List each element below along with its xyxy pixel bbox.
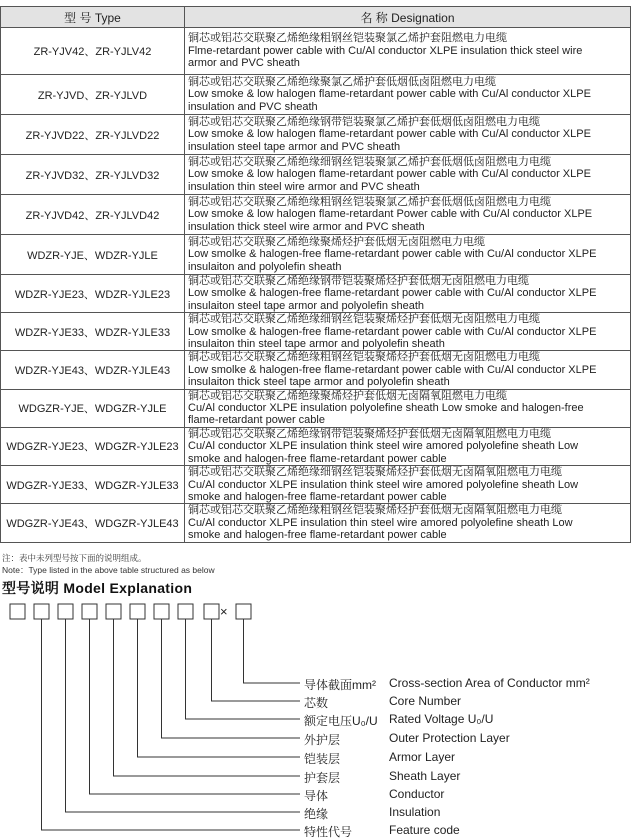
leader-line: [90, 619, 301, 794]
designation-cell: [185, 28, 631, 75]
table-row: [1, 28, 631, 75]
table-row: [1, 235, 631, 275]
designation-line: insulation and PVC sheath: [188, 100, 318, 113]
explanation-label-en: Rated Voltage U₀/U: [389, 712, 494, 726]
designation-line: smoke and halogen-free flame-retardant power cable: [188, 529, 447, 542]
code-box-10: [236, 604, 251, 619]
designation-line: 铜芯或铝芯交联聚乙烯绝缘钢带铠装聚烯烃护套低烟无卤阻燃电力电缆: [188, 275, 529, 287]
table-row: [1, 427, 631, 465]
explanation-label-en: Sheath Layer: [389, 769, 461, 783]
designation-cell: [185, 115, 631, 155]
leader-line: [42, 619, 301, 830]
type-column-header: 型 号 Type: [1, 7, 185, 28]
table-header-row: [1, 7, 631, 28]
designation-line: Low smoke & low halogen flame-retardant power cable with Cu/Al conductor XLPE: [188, 88, 591, 101]
cable-type-cell: WDZR-YJE33、WDZR-YJLE33: [1, 313, 185, 351]
code-box-7: [154, 604, 169, 619]
designation-line: armor and PVC sheath: [188, 57, 300, 70]
leader-line: [162, 619, 301, 738]
designation-line: 铜芯或铝芯交联聚乙烯绝缘粗钢丝铠装聚氯乙烯护套低烟低卤阻燃电力电缆: [188, 195, 551, 208]
designation-cell: [185, 313, 631, 351]
table-row: [1, 389, 631, 427]
table-row: [1, 504, 631, 542]
designation-cell: [185, 351, 631, 389]
explanation-label-en: Outer Protection Layer: [389, 731, 510, 745]
designation-cell: [185, 427, 631, 465]
designation-line: 铜芯或铝芯交联聚乙烯绝缘粗钢丝铠装聚氯乙烯护套阻燃电力电缆: [188, 32, 507, 45]
designation-line: insulaiton thick steel tape armor and polyolefin sheath: [188, 376, 450, 389]
explanation-label-en: Core Number: [389, 694, 462, 708]
explanation-label-en: Cross-section Area of Conductor mm²: [389, 676, 590, 690]
code-box-9: [204, 604, 219, 619]
designation-line: Low smolke & halogen-free flame-retardant power cable with Cu/Al conductor XLPE: [188, 363, 597, 376]
designation-line: insulation thick steel wire armor and PVC sheath: [188, 220, 425, 233]
designation-line: Cu/Al conductor XLPE insulation think steel wire amored polyolefine sheath Low: [188, 478, 579, 491]
cable-type-cell: WDGZR-YJE33、WDGZR-YJLE33: [1, 466, 185, 504]
designation-line: 铜芯或铝芯交联聚乙烯绝缘细钢丝铠装聚烯烃护套低烟无卤阻燃电力电缆: [188, 313, 540, 326]
designation-line: 铜芯或铝芯交联聚乙烯绝缘聚氯乙烯护套低烟低卤阻燃电力电缆: [188, 75, 496, 88]
table-row: [1, 75, 631, 115]
explanation-label-en: Insulation: [389, 805, 441, 819]
code-box-2: [34, 604, 49, 619]
code-box-4: [82, 604, 97, 619]
designation-cell: [185, 275, 631, 313]
designation-line: Low smoke & low halogen flame-retardant Power cable with Cu/Al conductor XLPE: [188, 208, 593, 221]
cable-type-cell: WDZR-YJE、WDZR-YJLE: [1, 235, 185, 275]
model-explanation-title: 型号说明 Model Explanation: [2, 580, 193, 596]
table-row: [1, 466, 631, 504]
explanation-label-zh: 铠装层: [304, 752, 341, 766]
cable-type-cell: WDZR-YJE23、WDZR-YJLE23: [1, 275, 185, 313]
designation-line: Cu/Al conductor XLPE insulation thin steel wire amored polyolefine sheath Low: [188, 516, 573, 529]
designation-cell: [185, 504, 631, 542]
explanation-label-zh: 绝缘: [304, 807, 329, 821]
designation-line: Low smoke & low halogen flame-retardant power cable with Cu/Al conductor XLPE: [188, 168, 591, 181]
designation-line: 铜芯或铝芯交联聚乙烯绝缘钢带铠装聚烯烃护套低烟无卤隔氧阻燃电力电缆: [188, 427, 551, 440]
designation-line: Cu/Al conductor XLPE insulation polyolefine sheath Low smoke and halogen-free: [188, 402, 584, 415]
note-en: Note：Type listed in the above table structured as below: [2, 565, 215, 575]
code-box-5: [106, 604, 121, 619]
designation-line: smoke and halogen-free flame-retardant power cable: [188, 490, 447, 503]
explanation-label-zh: 导体: [304, 789, 329, 803]
cable-type-cell: ZR-YJV42、ZR-YJLV42: [1, 28, 185, 75]
designation-cell: [185, 75, 631, 115]
designation-line: Low smolke & halogen-free flame-retardant power cable with Cu/Al conductor XLPE: [188, 287, 597, 300]
designation-cell: [185, 389, 631, 427]
cable-type-cell: WDZR-YJE43、WDZR-YJLE43: [1, 351, 185, 389]
leader-line: [212, 619, 301, 701]
designation-line: Low smolke & halogen-free flame-retardant power cable with Cu/Al conductor XLPE: [188, 248, 597, 261]
designation-cell: [185, 235, 631, 275]
table-row: [1, 313, 631, 351]
code-box-3: [58, 604, 73, 619]
designation-line: insulaiton thin steel tape armor and polyolefin sheath: [188, 338, 445, 351]
code-box-8: [178, 604, 193, 619]
designation-column-header: 名 称 Designation: [185, 7, 631, 28]
times-symbol: ×: [220, 604, 228, 619]
designation-line: insulaiton and polyolefin sheath: [188, 260, 342, 273]
explanation-label-zh: 芯数: [304, 696, 329, 710]
cable-type-table: [0, 6, 631, 543]
explanation-label-en: Feature code: [389, 823, 460, 837]
note-zh: 注：表中未列型号按下面的说明组成。: [2, 553, 147, 563]
table-row: [1, 195, 631, 235]
code-box-1: [10, 604, 25, 619]
cable-type-cell: WDGZR-YJE23、WDGZR-YJLE23: [1, 427, 185, 465]
designation-cell: [185, 195, 631, 235]
explanation-label-zh: 外护层: [304, 733, 341, 747]
table-row: [1, 351, 631, 389]
designation-line: insulation steel tape armor and PVC sheath: [188, 140, 401, 153]
cable-type-cell: ZR-YJVD42、ZR-YJLVD42: [1, 195, 185, 235]
designation-line: insulation thin steel wire armor and PVC sheath: [188, 180, 420, 193]
designation-cell: [185, 466, 631, 504]
leader-line: [114, 619, 301, 776]
cable-type-cell: ZR-YJVD、ZR-YJLVD: [1, 75, 185, 115]
designation-line: flame-retardant power cable: [188, 414, 325, 427]
designation-line: 铜芯或铝芯交联聚乙烯绝缘聚烯烃护套低烟无卤阻燃电力电缆: [188, 235, 485, 248]
designation-line: 铜芯或铝芯交联聚乙烯绝缘粗钢丝铠装聚烯烃护套低烟无卤隔氧阻燃电力电缆: [188, 504, 562, 517]
designation-line: smoke and halogen-free flame-retardant power cable: [188, 452, 447, 465]
cable-type-cell: WDGZR-YJE43、WDGZR-YJLE43: [1, 504, 185, 542]
table-row: [1, 155, 631, 195]
designation-line: 铜芯或铝芯交联聚乙烯绝缘细钢丝铠装聚烯烃护套低烟无卤隔氧阻燃电力电缆: [188, 466, 562, 479]
leader-line: [186, 619, 301, 719]
designation-line: 铜芯或铝芯交联聚乙烯绝缘粗钢丝铠装聚烯烃护套低烟无卤阻燃电力电缆: [188, 351, 540, 364]
designation-line: 铜芯或铝芯交联聚乙烯绝缘聚烯烃护套低烟无卤隔氧阻燃电力电缆: [188, 389, 507, 402]
designation-line: Low smoke & low halogen flame-retardant power cable with Cu/Al conductor XLPE: [188, 128, 591, 141]
cable-type-cell: ZR-YJVD22、ZR-YJLVD22: [1, 115, 185, 155]
designation-line: Low smolke & halogen-free flame-retardant power cable with Cu/Al conductor XLPE: [188, 325, 597, 338]
table-row: [1, 115, 631, 155]
leader-line: [66, 619, 301, 812]
cable-type-cell: WDGZR-YJE、WDGZR-YJLE: [1, 389, 185, 427]
table-row: [1, 275, 631, 313]
explanation-label-en: Conductor: [389, 787, 445, 801]
designation-line: 铜芯或铝芯交联聚乙烯绝缘细钢丝铠装聚氯乙烯护套低烟低卤阻燃电力电缆: [188, 155, 551, 168]
cable-type-cell: ZR-YJVD32、ZR-YJLVD32: [1, 155, 185, 195]
designation-cell: [185, 155, 631, 195]
code-box-6: [130, 604, 145, 619]
explanation-label-zh: 护套层: [304, 771, 341, 785]
designation-line: 铜芯或铝芯交联聚乙烯绝缘钢带铠装聚氯乙烯护套低烟低卤阻燃电力电缆: [188, 115, 540, 128]
designation-line: insulaiton steel tape armor and polyolefin sheath: [188, 299, 425, 312]
designation-line: Flme-retardant power cable with Cu/Al conductor XLPE insulation thick steel wire: [188, 44, 583, 57]
explanation-label-en: Armor Layer: [389, 750, 456, 764]
designation-line: Cu/Al conductor XLPE insulation think steel wire amored polyolefine sheath Low: [188, 440, 579, 453]
leader-line: [244, 619, 301, 683]
explanation-label-zh: 特性代号: [304, 825, 353, 839]
explanation-label-zh: 额定电压U₀/U: [304, 714, 378, 728]
explanation-label-zh: 导体截面mm²: [304, 678, 376, 692]
